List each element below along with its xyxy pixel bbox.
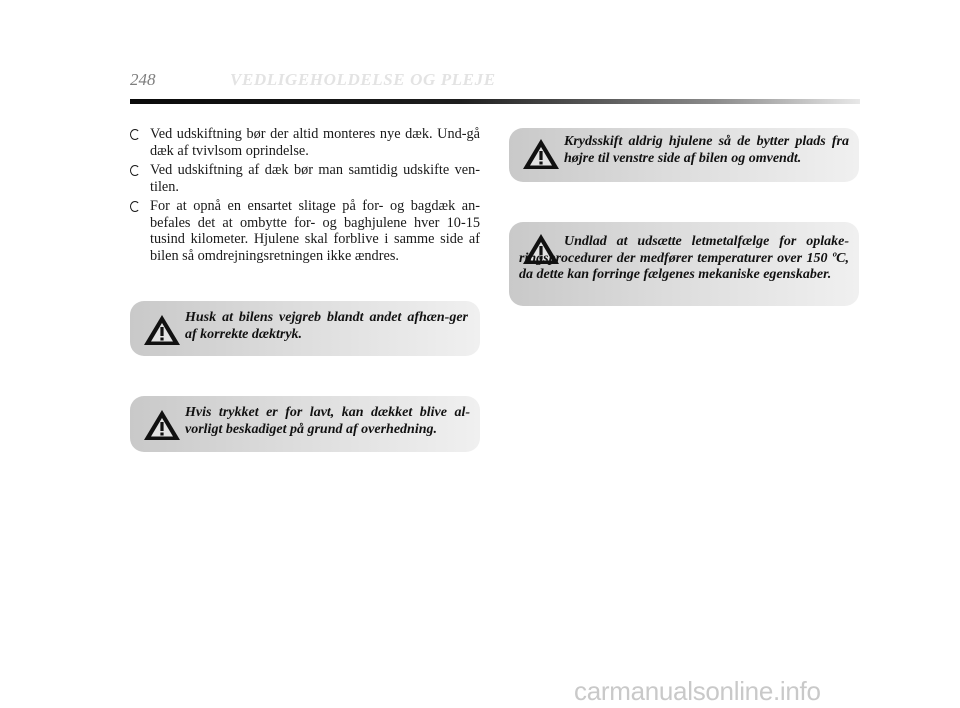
bullet-icon: [130, 129, 140, 140]
warning-text: Hvis trykket er for lavt, kan dækket blive al-vorligt beskadiget på grund af overhedning.: [185, 405, 470, 437]
warning-text: Undlad at udsætte letmetalfælge for oplake-ringsprocedurer der medfører temperaturer over 150 ºC, da dette kan forringe fælgenes mekaniske egenskaber.: [519, 234, 849, 282]
warning-triangle-icon: [142, 408, 182, 442]
warning-box-paint-bake: [509, 222, 859, 306]
warning-box-grip: [130, 301, 480, 356]
list-item: [130, 198, 480, 264]
list-item: [130, 162, 480, 195]
warning-triangle-icon: [142, 313, 182, 347]
list-item: [130, 126, 480, 159]
bullet-icon: [130, 201, 140, 212]
bullet-text: Ved udskiftning bør der altid monteres nye dæk. Und-gå dæk af tvivlsom oprindelse.: [150, 126, 480, 159]
bullet-text: For at opnå en ensartet slitage på for- og bagdæk an-befales det at ombytte for- og baghjulene hver 10-15 tusind kilometer. Hjulene skal forblive i samme side af bilen så omdrejningsretningen ikke ændres.: [150, 198, 480, 264]
bullet-text: Ved udskiftning af dæk bør man samtidig udskifte ven-tilen.: [150, 162, 480, 195]
warning-box-cross-swap: [509, 128, 859, 182]
header-rule: [130, 99, 860, 104]
page-number: 248: [130, 70, 156, 89]
warning-triangle-icon: [521, 137, 561, 171]
page-header: [130, 66, 860, 96]
warning-text: Husk at bilens vejgreb blandt andet afhæn-ger af korrekte dæktryk.: [185, 310, 468, 342]
warning-box-low-pressure: [130, 396, 480, 452]
warning-text: Krydsskift aldrig hjulene så de bytter plads fra højre til venstre side af bilen og omvendt.: [564, 134, 849, 166]
bullet-icon: [130, 165, 140, 176]
bullet-list: [130, 126, 480, 267]
section-title: VEDLIGEHOLDELSE OG PLEJE: [230, 70, 496, 89]
watermark: carmanualsonline.info: [574, 676, 821, 706]
